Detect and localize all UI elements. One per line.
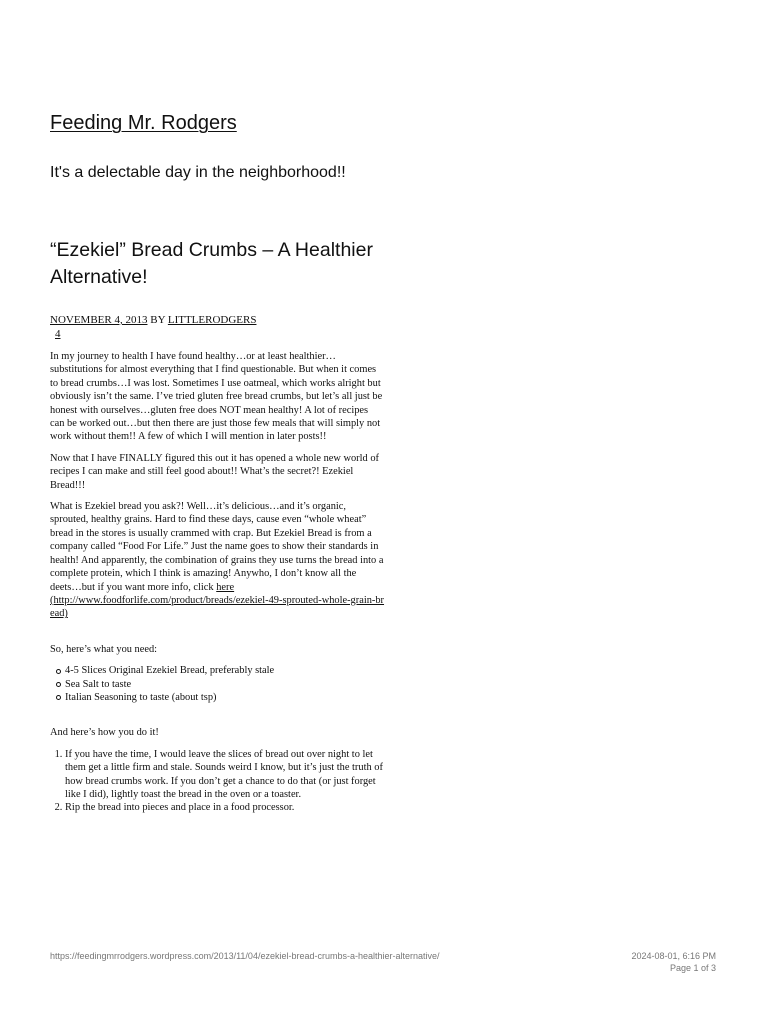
- paragraph-secret: Now that I have FINALLY figured this out it has opened a whole new world of recipes I can make and still feel good about!! What’s the secret?! Ezekiel Bread!!!: [50, 452, 379, 491]
- footer-print-info: [631, 950, 716, 974]
- post-content: [50, 350, 385, 815]
- paragraph-ezekiel: [50, 500, 385, 621]
- spacer: [50, 712, 385, 726]
- info-link[interactable]: here: [216, 581, 235, 593]
- post-author-link[interactable]: LITTLERODGERS: [167, 314, 257, 326]
- ingredient-item: Sea Salt to taste: [65, 678, 385, 691]
- steps-list: [50, 748, 385, 815]
- footer-url: https://feedingmrrodgers.wordpress.com/2013/11/04/ezekiel-bread-crumbs-a-healthier-alternative/: [50, 951, 440, 961]
- post-title: “Ezekiel” Bread Crumbs – A Healthier Alternative!: [50, 239, 373, 288]
- ingredient-list: [50, 664, 385, 704]
- footer-datetime: 2024-08-01, 6:16 PM: [631, 951, 716, 961]
- how-intro: And here’s how you do it!: [50, 727, 159, 739]
- post-meta: [50, 313, 256, 341]
- need-intro: So, here’s what you need:: [50, 643, 158, 655]
- ingredient-item: Italian Seasoning to taste (about tsp): [65, 691, 385, 704]
- paragraph-ezekiel-text: What is Ezekiel bread you ask?! Well…it’s delicious…and it’s organic, sprouted, healthy grains. Hard to find these days, cause even “whole wheat” bread in the stores is usually crammed with crap. But Ezekiel Bread is from a company called “Food For Life.” Just the name goes to show their standards in health! And apparently, the combination of grains they use turns the bread into a complete protein, which I think is amazing! Anywho, I don’t know all the deets…but if you want more info, click: [50, 501, 384, 593]
- post-by-label: BY: [150, 314, 166, 326]
- footer-page-number: Page 1 of 3: [669, 963, 716, 973]
- site-tagline: It's a delectable day in the neighborhood!!: [50, 164, 346, 181]
- spacer: [50, 629, 385, 643]
- step-item: 2. Rip the bread into pieces and place in a food processor.: [65, 801, 385, 814]
- site-title[interactable]: Feeding Mr. Rodgers: [50, 112, 237, 134]
- post-date-link[interactable]: NOVEMBER 4, 2013: [50, 314, 148, 326]
- step-item: 1. If you have the time, I would leave the slices of bread out over night to let them get a little firm and stale. Sounds weird I know, but it’s just the truth of how bread crumbs work. If you don’t get a chance to do that (or just forget like I did), lightly toast the bread in the oven or a toaster.: [65, 748, 385, 802]
- comment-count-link[interactable]: 4: [55, 328, 61, 340]
- info-link-url[interactable]: (http://www.foodforlife.com/product/breads/ezekiel-49-sprouted-whole-grain-bread): [50, 594, 385, 620]
- paragraph-intro: In my journey to health I have found healthy…or at least healthier…substitutions for almost everything that I find questionable. But when it comes to bread crumbs…I was lost. Sometimes I use oatmeal, which works alright but obviously isn’t the same. I’ve tried gluten free bread crumbs, but let’s all just be honest with ourselves…gluten free does NOT mean healthy! A lot of recipes can be worked out…but then there are just those few meals that will simply not work without them!! A few of which I will mention in later posts!!: [50, 351, 383, 443]
- ingredient-item: 4-5 Slices Original Ezekiel Bread, preferably stale: [65, 664, 385, 677]
